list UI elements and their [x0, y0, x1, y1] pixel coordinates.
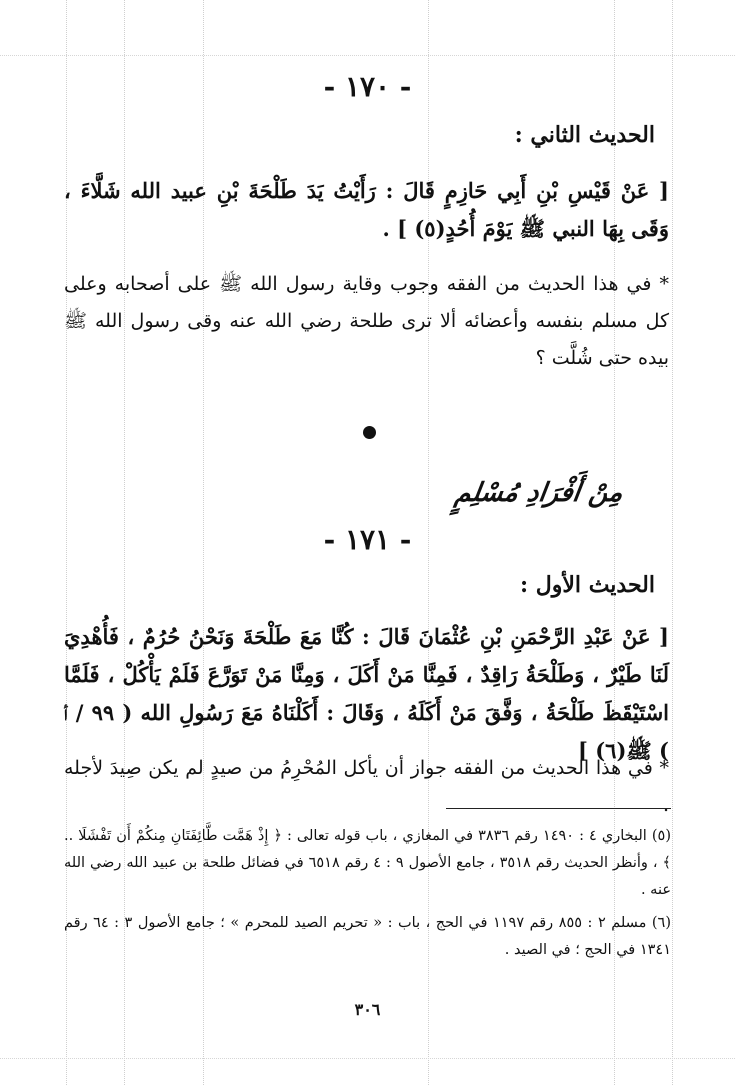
page-number: ٣٠٦: [354, 1000, 381, 1019]
fiqh-commentary: * في هذا الحديث من الفقه جواز أن يأكل المُحْرِمُ من صيدٍ لم يكن صِيدَ لأجله .: [64, 757, 669, 816]
scan-guide-line: [0, 55, 735, 56]
hadith-number: - ١٧٠ -: [323, 70, 412, 103]
hadith-heading: الحديث الأول :: [520, 572, 655, 598]
footnote-divider: [446, 808, 671, 809]
footnote: (٥) البخاري ٤ : ١٤٩٠ رقم ٣٨٣٦ في المغازي ، باب قوله تعالى : ﴿ إِذْ هَمَّت طَّائِفَتَانِ مِنكُمْ أَن تَفْشَلَا .. ﴾ ، وأنظر الحديث رقم ٣٥١٨ ، جامع الأصول ٩ : ٤ رقم ٦٥١٨ في فضائل طلحة بن عبيد الله رضي الله عنه .: [64, 828, 671, 898]
hadith-number: - ١٧١ -: [323, 523, 412, 556]
hadith-text: [ عَنْ قَيْسِ بْنِ أَبِي حَازِمٍ قَالَ : رَأَيْتُ يَدَ طَلْحَةَ بْنِ عبيد الله شَلَّاءَ ، وَقَى بِهَا النبي ﷺ يَوْمَ أُحُدٍ(٥) ] .: [64, 178, 669, 241]
footnote: (٦) مسلم ٢ : ٨٥٥ رقم ١١٩٧ في الحج ، باب : « تحريم الصيد للمحرم » ؛ جامع الأصول ٣ : ٦٤ رقم ١٣٤١ في الحج ؛ في الصيد .: [64, 915, 671, 958]
fiqh-commentary: * في هذا الحديث من الفقه وجوب وقاية رسول الله ﷺ على أصحابه وعلى كل مسلم بنفسه وأعضائه ألا ترى طلحة رضي الله عنه وقى رسول الله ﷺ بيده حتى شُلَّت ؟: [64, 273, 669, 369]
scan-guide-line: [0, 1058, 735, 1059]
section-title-calligraphy: مِنْ أَفْرَادِ مُسْلِمٍ: [453, 478, 626, 508]
section-separator-dot: [363, 426, 376, 439]
hadith-heading: الحديث الثاني :: [514, 122, 655, 148]
hadith-text: [ عَنْ عَبْدِ الرَّحْمَنِ بْنِ عُثْمَانَ قَالَ : كُنَّا مَعَ طَلْحَةَ وَنَحْنُ حُرُمٌ ، فَأُهْدِيَ لَنَا طَيْرٌ ، وَطَلْحَةُ رَاقِدٌ ، فَمِنَّا مَنْ أَكَلَ ، وَمِنَّا مَنْ تَوَرَّعَ فَلَمْ يَأْكُلْ ، فَلَمَّا اسْتَيْقَظَ طَلْحَةُ ، وَفَّقَ مَنْ أَكَلَهُ ، وَقَالَ : أَكَلْنَاهُ مَعَ رَسُولِ الله ( ٩٩ / أ ) ﷺ(٦) ]: [64, 624, 670, 763]
